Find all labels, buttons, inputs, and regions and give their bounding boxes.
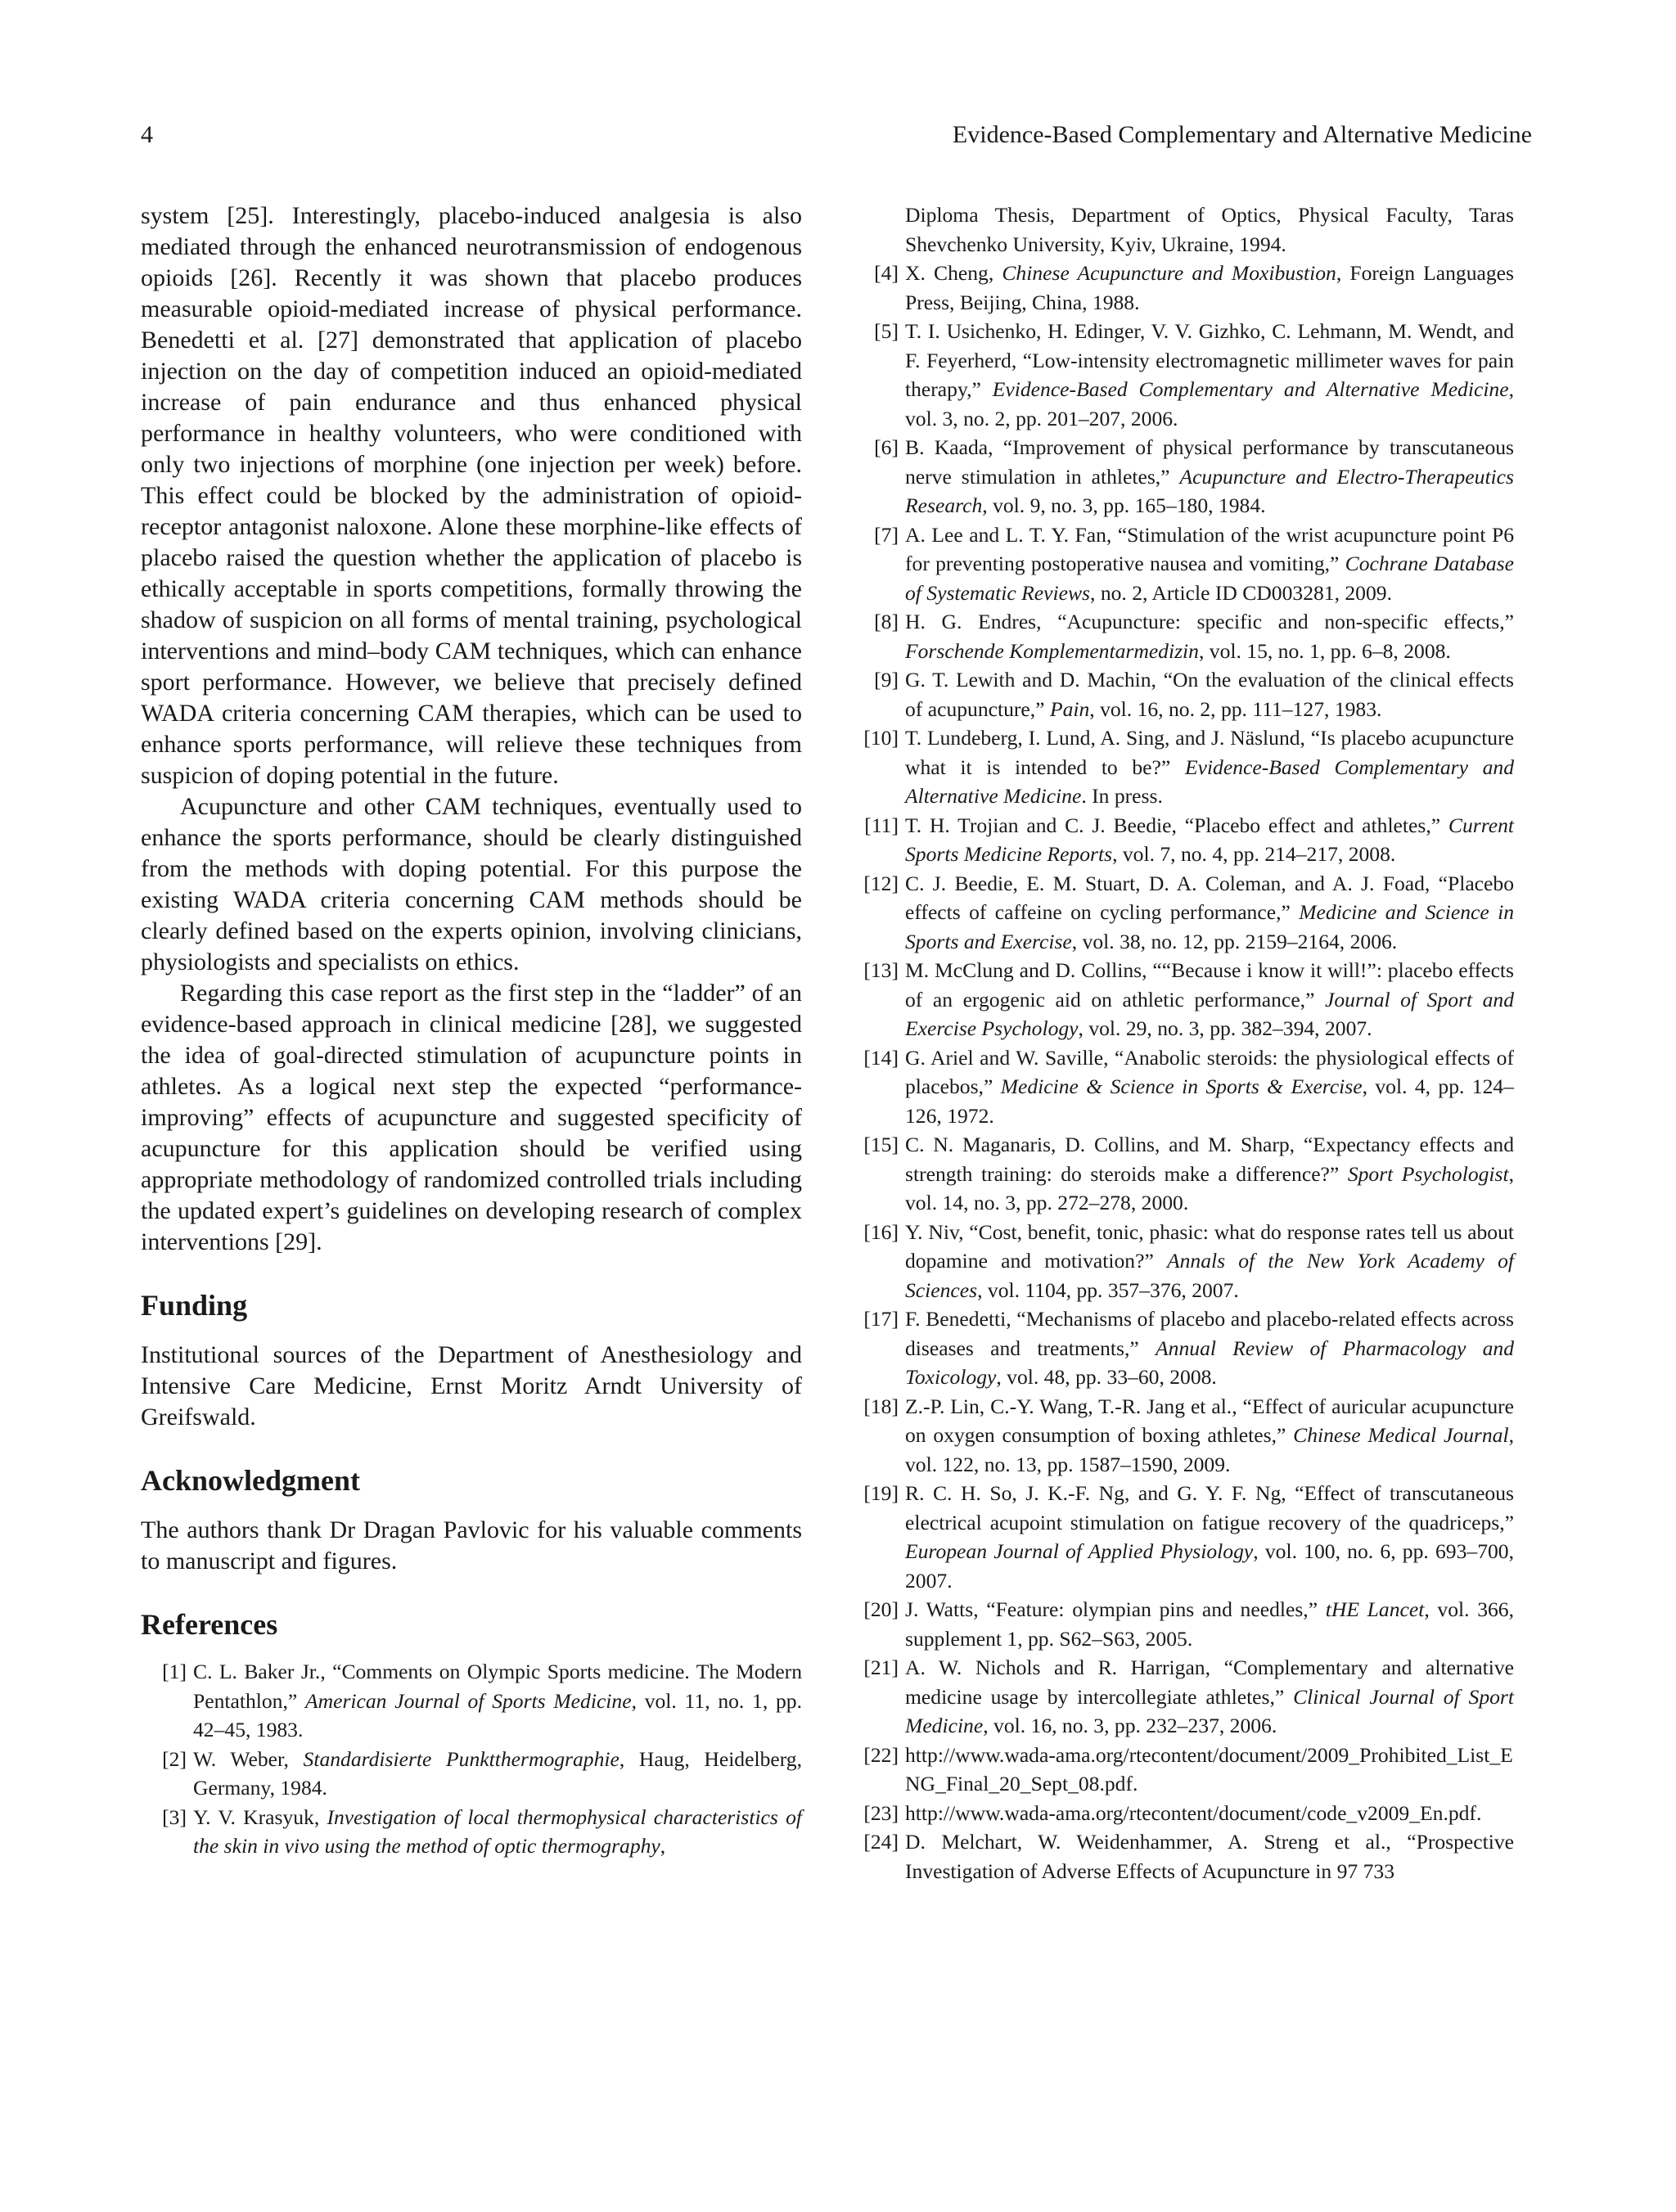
reference-item: [20] J. Watts, “Feature: olympian pins and needles,” tHE Lancet, vol. 366, supplement 1, pp. S62–S63, 2005. [853, 1595, 1514, 1653]
right-column [853, 200, 1514, 1885]
reference-number: [9] [874, 668, 899, 692]
reference-number: [18] [863, 1394, 899, 1418]
reference-item: [8] H. G. Endres, “Acupuncture: specific and non-specific effects,” Forschende Komplementarmedizin, vol. 15, no. 1, pp. 6–8, 2008. [853, 607, 1514, 665]
reference-number: [7] [874, 522, 899, 547]
reference-source: American Journal of Sports Medicine [304, 1688, 632, 1713]
reference-source: Forschende Komplementarmedizin [905, 638, 1199, 663]
reference-source: Clinical Journal of Sport Medicine [905, 1684, 1514, 1737]
reference-item: [2] W. Weber, Standardisierte Punktthermographie, Haug, Heidelberg, Germany, 1984. [141, 1745, 802, 1803]
reference-item: [11] T. H. Trojian and C. J. Beedie, “Placebo effect and athletes,” Current Sports Medicine Reports, vol. 7, no. 4, pp. 214–217, 2008. [853, 811, 1514, 869]
acknowledgment-text: The authors thank Dr Dragan Pavlovic for his valuable comments to manuscript and figures. [141, 1516, 802, 1575]
reference-source: Standardisierte Punktthermographie [303, 1746, 619, 1771]
reference-item-continued [853, 200, 1514, 259]
acknowledgment-heading: Acknowledgment [141, 1464, 360, 1497]
reference-source: Current Sports Medicine Reports [905, 813, 1514, 866]
reference-source: Pain [1049, 696, 1090, 721]
reference-source: Medicine and Science in Sports and Exercise [905, 900, 1514, 953]
reference-item: [14] G. Ariel and W. Saville, “Anabolic steroids: the physiological effects of placebos,” Medicine & Science in Sports & Exercise, vol. 4, pp. 124–126, 1972. [853, 1043, 1514, 1131]
body-text [141, 200, 802, 1258]
references-list-right [853, 200, 1514, 1885]
reference-item: [12] C. J. Beedie, E. M. Stuart, D. A. Coleman, and A. J. Foad, “Placebo effects of caffeine on cycling performance,” Medicine and Science in Sports and Exercise, vol. 38, no. 12, pp. 2159–2164, 2006. [853, 869, 1514, 957]
funding-text: Institutional sources of the Department of Anesthesiology and Intensive Care Medicine, Ernst Moritz Arndt University of Greifswald. [141, 1341, 802, 1430]
reference-number: [23] [863, 1800, 899, 1825]
body-paragraph-2: Acupuncture and other CAM techniques, eventually used to enhance the sports performance, should be clearly distinguished from the methods with doping potential. For this purpose the existing WADA criteria concerning CAM methods should be clearly defined based on the experts opinion, involving clinicians, physiologists and specialists on ethics. [141, 793, 802, 975]
reference-number: [3] [162, 1804, 187, 1829]
reference-link[interactable]: http://www.wada-ama.org/rtecontent/document/2009_Prohibited_List_ENG_Final_20_Sept_08.pdf. [905, 1742, 1513, 1795]
reference-number: [5] [874, 319, 899, 343]
funding-section [141, 1340, 802, 1433]
reference-source: tHE Lancet [1325, 1597, 1425, 1621]
reference-item [853, 1799, 1514, 1828]
reference-r3-continuation: Diploma Thesis, Department of Optics, Physical Faculty, Taras Shevchenko University, Kyiv, Ukraine, 1994. [905, 203, 1514, 256]
funding-heading: Funding [141, 1289, 248, 1322]
reference-item: [24] D. Melchart, W. Weidenhammer, A. Streng et al., “Prospective Investigation of Adverse Effects of Acupuncture in 97 733 [853, 1827, 1514, 1885]
reference-link[interactable]: http://www.wada-ama.org/rtecontent/document/code_v2009_En.pdf. [905, 1800, 1482, 1825]
running-head [141, 119, 1532, 151]
reference-number: [10] [863, 726, 899, 750]
reference-item: [17] F. Benedetti, “Mechanisms of placebo and placebo-related effects across diseases and treatments,” Annual Review of Pharmacology and Toxicology, vol. 48, pp. 33–60, 2008. [853, 1304, 1514, 1392]
reference-number: [21] [863, 1656, 899, 1679]
reference-item: [1] C. L. Baker Jr., “Comments on Olympic Sports medicine. The Modern Pentathlon,” American Journal of Sports Medicine, vol. 11, no. 1, pp. 42–45, 1983. [141, 1657, 802, 1745]
reference-number: [11] [864, 813, 899, 837]
reference-r3-end-left: , [660, 1834, 666, 1858]
reference-item: [19] R. C. H. So, J. K.-F. Ng, and G. Y. F. Ng, “Effect of transcutaneous electrical acupoint stimulation on fatigue recovery of the quadriceps,” European Journal of Applied Physiology, vol. 100, no. 6, pp. 693–700, 2007. [853, 1479, 1514, 1595]
reference-item: [15] C. N. Maganaris, D. Collins, and M. Sharp, “Expectancy effects and strength training: do steroids make a difference?” Sport Psychologist, vol. 14, no. 3, pp. 272–278, 2000. [853, 1130, 1514, 1218]
reference-source: Chinese Acupuncture and Moxibustion [1002, 261, 1336, 285]
reference-source: Medicine & Science in Sports & Exercise [1000, 1074, 1363, 1098]
reference-item: [3] Y. V. Krasyuk, Investigation of local thermophysical characteristics of the skin in vivo using the method of optic thermography, [141, 1803, 802, 1861]
page-number: 4 [141, 121, 153, 148]
reference-source: Annals of the New York Academy of Sciences [905, 1249, 1514, 1302]
reference-number: [20] [863, 1597, 899, 1621]
references-heading: References [141, 1608, 278, 1641]
reference-source: Chinese Medical Journal [1293, 1423, 1509, 1447]
reference-number: [17] [863, 1307, 899, 1331]
references-list-left [141, 1657, 802, 1861]
reference-item: [13] M. McClung and D. Collins, ““Because i know it will!”: placebo effects of an ergogenic aid on athletic performance,” Journal of Sport and Exercise Psychology, vol. 29, no. 3, pp. 382–394, 2007. [853, 956, 1514, 1043]
reference-item: [7] A. Lee and L. T. Y. Fan, “Stimulation of the wrist acupuncture point P6 for preventing postoperative nausea and vomiting,” Cochrane Database of Systematic Reviews, no. 2, Article ID CD003281, 2009. [853, 520, 1514, 608]
body-paragraph-3: Regarding this case report as the first step in the “ladder” of an evidence-based approach in clinical medicine [28], we suggested the idea of goal-directed stimulation of acupuncture points in athletes. As a logical next step the expected “performance-improving” effects of acupuncture and suggested specificity of acupuncture for this application should be verified using appropriate methodology of randomized controlled trials including the updated expert’s guidelines on developing research of complex interventions [29]. [141, 980, 802, 1255]
reference-number: [4] [874, 261, 899, 285]
reference-source: Evidence-Based Complementary and Alternative Medicine [905, 755, 1514, 808]
journal-title: Evidence-Based Complementary and Alternative Medicine [952, 121, 1532, 148]
reference-item: [5] T. I. Usichenko, H. Edinger, V. V. Gizhko, C. Lehmann, M. Wendt, and F. Feyerherd, “Low-intensity electromagnetic millimeter waves for pain therapy,” Evidence-Based Complementary and Alternative Medicine, vol. 3, no. 2, pp. 201–207, 2006. [853, 317, 1514, 433]
left-column [141, 200, 802, 1861]
reference-item: [18] Z.-P. Lin, C.-Y. Wang, T.-R. Jang et al., “Effect of auricular acupuncture on oxygen consumption of boxing athletes,” Chinese Medical Journal, vol. 122, no. 13, pp. 1587–1590, 2009. [853, 1392, 1514, 1480]
body-paragraph-1: system [25]. Interestingly, placebo-induced analgesia is also mediated through the enhanced neurotransmission of endogenous opioids [26]. Recently it was shown that placebo produces measurable opioid-mediated increase of physical performance. Benedetti et al. [27] demonstrated that application of placebo injection on the day of competition induced an opioid-mediated increase of pain endurance and thus enhanced physical performance in healthy volunteers, who were conditioned with only two injections of morphine (one injection per week) before. This effect could be blocked by the administration of opioid-receptor antagonist naloxone. Alone these morphine-like effects of placebo raised the question whether the application of placebo is ethically acceptable in sports competitions, formally throwing the shadow of suspicion on all forms of mental training, psychological interventions and mind–body CAM techniques, which can enhance sport performance. However, we believe that precisely defined WADA criteria concerning CAM therapies, which can be used to enhance sports performance, will relieve these techniques from suspicion of doping potential in the future. [141, 202, 802, 789]
reference-number: [24] [863, 1830, 899, 1854]
reference-number: [2] [162, 1746, 187, 1771]
reference-number: [14] [863, 1045, 899, 1070]
reference-source: Acupuncture and Electro-Therapeutics Research [905, 464, 1514, 517]
reference-source: Cochrane Database of Systematic Reviews [905, 552, 1514, 605]
reference-item: [9] G. T. Lewith and D. Machin, “On the evaluation of the clinical effects of acupuncture,” Pain, vol. 16, no. 2, pp. 111–127, 1983. [853, 665, 1514, 723]
reference-source: Investigation of local thermophysical characteristics of the skin in vivo using the method of optic thermography [193, 1804, 802, 1858]
reference-number: [19] [863, 1481, 899, 1505]
reference-item [853, 1741, 1514, 1799]
reference-number: [13] [863, 958, 899, 982]
reference-item: [16] Y. Niv, “Cost, benefit, tonic, phasic: what do response rates tell us about dopamine and motivation?” Annals of the New York Academy of Sciences, vol. 1104, pp. 357–376, 2007. [853, 1218, 1514, 1305]
reference-source: Annual Review of Pharmacology and Toxicology [905, 1336, 1514, 1389]
reference-number: [12] [863, 871, 899, 895]
reference-item: [6] B. Kaada, “Improvement of physical performance by transcutaneous nerve stimulation in athletes,” Acupuncture and Electro-Therapeutics Research, vol. 9, no. 3, pp. 165–180, 1984. [853, 433, 1514, 520]
reference-number: [6] [874, 435, 899, 459]
reference-number: [15] [863, 1133, 899, 1156]
reference-source: Journal of Sport and Exercise Psychology [905, 987, 1514, 1040]
acknowledgment-section [141, 1515, 802, 1577]
reference-number: [1] [162, 1660, 187, 1683]
reference-source: Sport Psychologist [1347, 1161, 1509, 1186]
reference-item: [21] A. W. Nichols and R. Harrigan, “Complementary and alternative medicine usage by intercollegiate athletes,” Clinical Journal of Sport Medicine, vol. 16, no. 3, pp. 232–237, 2006. [853, 1653, 1514, 1741]
reference-item: [4] X. Cheng, Chinese Acupuncture and Moxibustion, Foreign Languages Press, Beijing, China, 1988. [853, 259, 1514, 317]
reference-item: [10] T. Lundeberg, I. Lund, A. Sing, and J. Näslund, “Is placebo acupuncture what it is intended to be?” Evidence-Based Complementary and Alternative Medicine. In press. [853, 723, 1514, 811]
reference-number: [8] [874, 610, 899, 633]
reference-source: Evidence-Based Complementary and Alternative Medicine [992, 377, 1509, 401]
reference-number: [16] [863, 1219, 899, 1244]
reference-source: European Journal of Applied Physiology [905, 1539, 1254, 1563]
reference-number: [22] [863, 1742, 899, 1767]
